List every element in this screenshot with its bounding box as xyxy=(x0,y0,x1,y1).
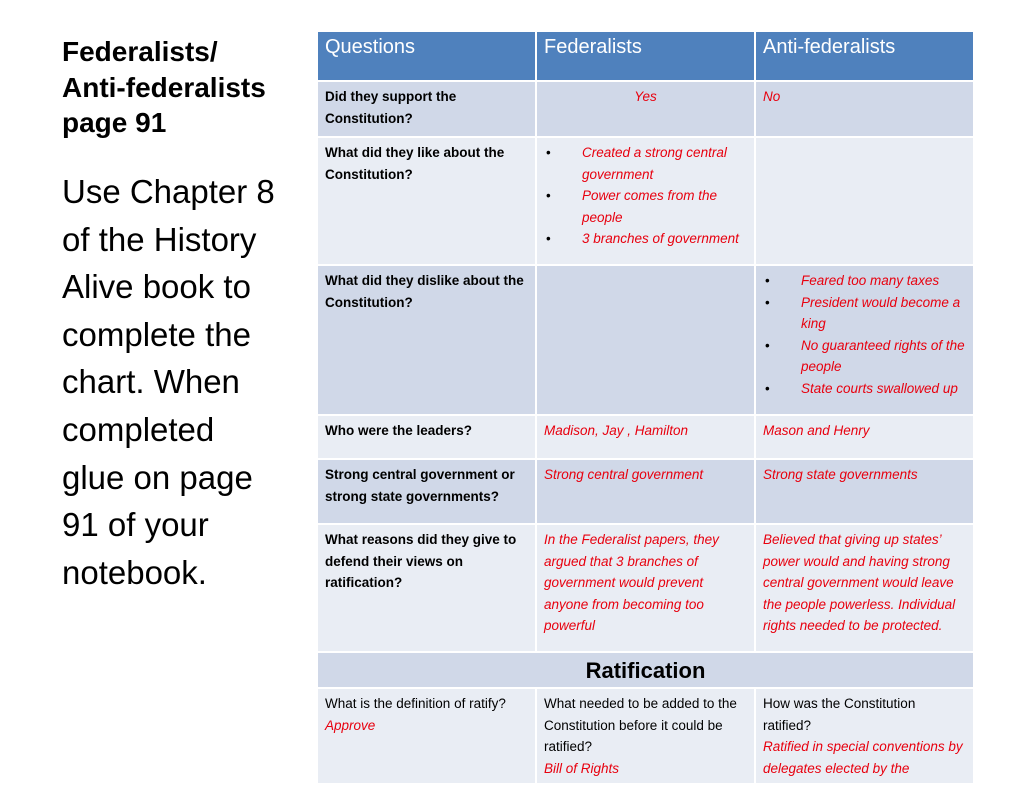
list-item: • No guaranteed rights of the people xyxy=(763,335,966,378)
question-text: How was the Constitution ratified? xyxy=(763,696,916,733)
question-cell: What reasons did they give to defend their views on ratification? xyxy=(317,524,536,652)
table-row xyxy=(317,415,974,459)
answer-text: Ratified in special conventions by delegates elected by the xyxy=(763,739,963,776)
header-questions: Questions xyxy=(317,31,536,81)
instruction-line: complete the xyxy=(62,315,251,353)
instruction-line: 91 of your xyxy=(62,506,209,544)
federalists-answer xyxy=(536,265,755,415)
question-text: What needed to be added to the Constitution before it could be ratified? xyxy=(544,696,737,754)
question-cell: Who were the leaders? xyxy=(317,415,536,459)
list-item: • Feared too many taxes xyxy=(763,270,966,292)
ratification-heading: Ratification xyxy=(317,652,974,688)
federalists-answer: In the Federalist papers, they argued that 3 branches of government would prevent anyone from becoming too powerful xyxy=(536,524,755,652)
slide-title xyxy=(62,34,302,141)
title-line: Anti-federalists xyxy=(62,71,266,103)
question-cell: What did they dislike about the Constitution? xyxy=(317,265,536,415)
anti-list xyxy=(763,270,966,399)
title-line: page 91 xyxy=(62,107,167,139)
instructions-text xyxy=(62,168,302,596)
anti-answer: No xyxy=(755,81,974,137)
anti-answer: Mason and Henry xyxy=(755,415,974,459)
federalists-answer: Madison, Jay , Hamilton xyxy=(536,415,755,459)
federalists-answer: Yes xyxy=(536,81,755,137)
table-row xyxy=(317,524,974,652)
table-row xyxy=(317,265,974,415)
answer-text: Bill of Rights xyxy=(544,760,620,776)
list-item: • State courts swallowed up xyxy=(763,378,966,400)
comparison-table xyxy=(316,30,975,785)
list-item: • Power comes from the people xyxy=(544,185,747,228)
instruction-line: notebook. xyxy=(62,553,207,591)
question-cell: Strong central government or strong state governments? xyxy=(317,459,536,524)
table-row xyxy=(317,688,974,784)
instruction-line: Alive book to xyxy=(62,268,251,306)
header-anti-federalists: Anti-federalists xyxy=(755,31,974,81)
federalists-list xyxy=(544,142,747,250)
anti-answer xyxy=(755,265,974,415)
title-line: Federalists/ xyxy=(62,36,218,67)
ratify-method-cell xyxy=(755,688,974,784)
list-item: • 3 branches of government xyxy=(544,228,747,250)
ratify-requirement-cell xyxy=(536,688,755,784)
question-text: What is the definition of ratify? xyxy=(325,696,506,711)
instruction-line: completed xyxy=(62,410,215,448)
list-item: • Created a strong central government xyxy=(544,142,747,185)
instruction-line: Use Chapter 8 xyxy=(62,173,275,210)
ratification-heading-row xyxy=(317,652,974,688)
question-cell: What did they like about the Constitution? xyxy=(317,137,536,265)
question-cell: Did they support the Constitution? xyxy=(317,81,536,137)
federalists-answer: Strong central government xyxy=(536,459,755,524)
anti-answer: Believed that giving up states’ power would and having strong central government would leave the people powerless. Individual rights needed to be protected. xyxy=(755,524,974,652)
anti-answer: Strong state governments xyxy=(755,459,974,524)
ratify-definition-cell xyxy=(317,688,536,784)
table-header-row xyxy=(317,31,974,81)
table-row xyxy=(317,81,974,137)
answer-text: Approve xyxy=(325,717,376,733)
instruction-line: glue on page xyxy=(62,458,253,496)
federalists-answer xyxy=(536,137,755,265)
table-row xyxy=(317,137,974,265)
table-row xyxy=(317,459,974,524)
header-federalists: Federalists xyxy=(536,31,755,81)
anti-answer xyxy=(755,137,974,265)
instruction-line: of the History xyxy=(62,220,257,258)
instruction-line: chart. When xyxy=(62,363,240,401)
list-item: • President would become a king xyxy=(763,292,966,335)
